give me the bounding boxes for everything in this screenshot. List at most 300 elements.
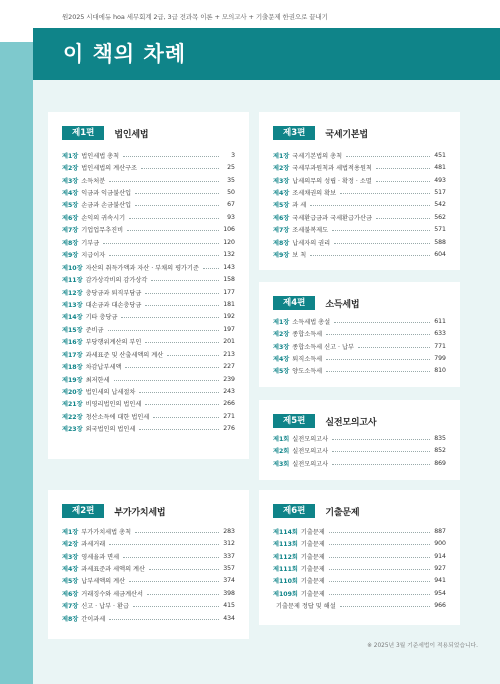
toc-entry bbox=[62, 562, 235, 574]
dot-leader bbox=[108, 330, 219, 331]
chapter-number: 제4장 bbox=[273, 356, 290, 364]
chapter-title: 소득세법 총설 bbox=[292, 318, 331, 326]
part-title: 실전모의고사 bbox=[325, 417, 377, 428]
chapter-title: 기출문제 bbox=[300, 578, 325, 586]
toc-entry bbox=[62, 311, 235, 323]
toc-card-part-6 bbox=[259, 490, 460, 625]
toc-entry bbox=[62, 612, 235, 624]
chapter-number: 제6장 bbox=[273, 214, 290, 222]
chapter-title: 과세표준 및 산출세액의 계산 bbox=[85, 351, 164, 359]
page-number: 312 bbox=[223, 540, 235, 548]
chapter-title: 감가상각비의 감가상각 bbox=[85, 277, 148, 285]
toc-panel bbox=[33, 80, 500, 684]
part-number-badge: 제5편 bbox=[273, 414, 315, 428]
chapter-number: 제11장 bbox=[62, 277, 83, 285]
part-header bbox=[62, 504, 165, 518]
dot-leader bbox=[145, 293, 219, 294]
part-number-badge: 제4편 bbox=[273, 296, 315, 310]
page-number: 35 bbox=[227, 176, 235, 184]
chapter-number: 제1장 bbox=[62, 152, 79, 160]
chapter-number: 제15장 bbox=[62, 326, 83, 334]
dot-leader bbox=[133, 606, 219, 607]
toc-entry bbox=[273, 537, 446, 549]
chapter-title: 양도소득세 bbox=[292, 368, 323, 376]
chapter-title: 손금과 손금불산입 bbox=[81, 202, 132, 210]
page-number: 271 bbox=[223, 412, 235, 420]
page-number: 106 bbox=[223, 226, 235, 234]
toc-entry bbox=[273, 587, 446, 599]
toc-list bbox=[273, 525, 446, 612]
toc-entry bbox=[62, 261, 235, 273]
page-number: 869 bbox=[434, 459, 446, 467]
part-number-badge: 제3편 bbox=[273, 126, 315, 140]
page-number: 810 bbox=[434, 367, 446, 375]
toc-entry bbox=[62, 211, 235, 223]
toc-entry bbox=[273, 340, 446, 352]
chapter-number: 제20장 bbox=[62, 389, 83, 397]
toc-entry bbox=[273, 186, 446, 198]
chapter-title: 과세표준과 세액의 계산 bbox=[81, 566, 145, 574]
dot-leader bbox=[332, 451, 430, 452]
part-header bbox=[273, 126, 368, 140]
toc-list bbox=[273, 432, 446, 469]
chapter-title: 간이과세 bbox=[81, 615, 106, 623]
toc-entry bbox=[62, 348, 235, 360]
chapter-number: 제3장 bbox=[273, 177, 290, 185]
chapter-title: 차감납부세액 bbox=[85, 364, 122, 372]
page-number: 192 bbox=[223, 313, 235, 321]
toc-card-part-4 bbox=[259, 282, 460, 387]
part-number-badge: 제2편 bbox=[62, 504, 104, 518]
page-number: 158 bbox=[223, 276, 235, 284]
toc-entry bbox=[62, 410, 235, 422]
page-number: 337 bbox=[223, 552, 235, 560]
toc-entry bbox=[62, 174, 235, 186]
toc-entry bbox=[273, 199, 446, 211]
page-number: 197 bbox=[223, 325, 235, 333]
dot-leader bbox=[129, 218, 219, 219]
chapter-number: 제3장 bbox=[273, 343, 290, 351]
chapter-title: 청산소득에 대한 법인세 bbox=[85, 413, 150, 421]
chapter-number: 제8장 bbox=[62, 615, 79, 623]
chapter-number: 제2장 bbox=[62, 165, 79, 173]
dot-leader bbox=[109, 544, 219, 545]
toc-entry bbox=[62, 149, 235, 161]
chapter-title: 자산의 취득가액과 자산 · 부채의 평가기준 bbox=[85, 264, 199, 272]
dot-leader bbox=[329, 532, 430, 533]
part-title: 부가가치세법 bbox=[114, 507, 166, 518]
chapter-title: 기출문제 bbox=[300, 541, 325, 549]
chapter-title: 손익의 귀속시기 bbox=[81, 214, 126, 222]
page-number: 481 bbox=[434, 164, 446, 172]
dot-leader bbox=[145, 342, 219, 343]
dot-leader bbox=[125, 367, 219, 368]
chapter-title: 기출문제 bbox=[300, 528, 325, 536]
dot-leader bbox=[114, 380, 220, 381]
toc-entry bbox=[62, 186, 235, 198]
part-header bbox=[62, 126, 148, 140]
toc-entry bbox=[62, 323, 235, 335]
dot-leader bbox=[376, 181, 430, 182]
page-number: 604 bbox=[434, 251, 446, 259]
dot-leader bbox=[145, 404, 219, 405]
chapter-title: 법인세법 총칙 bbox=[81, 152, 120, 160]
chapter-number: 제22장 bbox=[62, 413, 83, 421]
chapter-number: 제113회 bbox=[273, 541, 298, 549]
chapter-number: 제3회 bbox=[273, 460, 290, 468]
chapter-number: 제1장 bbox=[273, 152, 290, 160]
page-number: 213 bbox=[223, 350, 235, 358]
dot-leader bbox=[127, 230, 219, 231]
part-title: 국세기본법 bbox=[325, 129, 368, 140]
chapter-number: 제7장 bbox=[62, 227, 79, 235]
chapter-title: 기타 충당금 bbox=[85, 314, 118, 322]
page-number: 266 bbox=[223, 400, 235, 408]
page-number: 887 bbox=[434, 527, 446, 535]
chapter-title: 보 칙 bbox=[292, 252, 307, 260]
chapter-title: 익금과 익금불산입 bbox=[81, 190, 132, 198]
chapter-number: 제9장 bbox=[62, 252, 79, 260]
chapter-title: 납부세액의 계산 bbox=[81, 578, 126, 586]
part-header bbox=[273, 414, 376, 428]
chapter-number: 제109회 bbox=[273, 590, 298, 598]
toc-list bbox=[62, 149, 235, 435]
chapter-title: 퇴직소득세 bbox=[292, 356, 323, 364]
page-number: 143 bbox=[223, 263, 235, 271]
chapter-title: 과세거래 bbox=[81, 541, 106, 549]
chapter-number: 제114회 bbox=[273, 528, 298, 536]
page-number: 67 bbox=[227, 201, 235, 209]
toc-entry bbox=[62, 236, 235, 248]
chapter-number: 제2회 bbox=[273, 448, 290, 456]
page-number: 181 bbox=[223, 300, 235, 308]
dot-leader bbox=[203, 268, 219, 269]
chapter-number: 제5장 bbox=[273, 202, 290, 210]
toc-entry bbox=[62, 298, 235, 310]
chapter-title: 납세자의 권리 bbox=[292, 239, 331, 247]
dot-leader bbox=[376, 218, 430, 219]
toc-card-part-3 bbox=[259, 112, 460, 270]
toc-entry bbox=[273, 161, 446, 173]
page-number: 966 bbox=[434, 602, 446, 610]
chapter-number: 제6장 bbox=[62, 590, 79, 598]
chapter-title: 기출문제 bbox=[300, 553, 325, 561]
dot-leader bbox=[129, 581, 219, 582]
toc-entry bbox=[62, 575, 235, 587]
page-number: 900 bbox=[434, 540, 446, 548]
chapter-number: 제8장 bbox=[62, 239, 79, 247]
page-number: 941 bbox=[434, 577, 446, 585]
toc-entry bbox=[273, 327, 446, 339]
chapter-title: 납세의무의 성립 · 확정 · 소멸 bbox=[292, 177, 372, 185]
page-number: 201 bbox=[223, 338, 235, 346]
toc-entry bbox=[273, 525, 446, 537]
chapter-title: 외국법인의 법인세 bbox=[85, 426, 136, 434]
page-number: 243 bbox=[223, 388, 235, 396]
page-number: 835 bbox=[434, 434, 446, 442]
toc-entry bbox=[62, 398, 235, 410]
dot-leader bbox=[329, 544, 430, 545]
chapter-title: 조세채권의 확보 bbox=[292, 190, 337, 198]
chapter-number: 제4장 bbox=[273, 190, 290, 198]
toc-list bbox=[62, 525, 235, 625]
dot-leader bbox=[135, 205, 219, 206]
page-number: 3 bbox=[231, 151, 235, 159]
toc-entry bbox=[273, 149, 446, 161]
dot-leader bbox=[109, 255, 219, 256]
chapter-title: 신고 · 납부 · 환급 bbox=[81, 603, 129, 611]
chapter-title: 영세율과 면세 bbox=[81, 553, 120, 561]
toc-entry bbox=[273, 236, 446, 248]
chapter-number: 제1회 bbox=[273, 435, 290, 443]
chapter-number: 제112회 bbox=[273, 553, 298, 561]
page-number: 927 bbox=[434, 565, 446, 573]
chapter-number: 제8장 bbox=[273, 239, 290, 247]
toc-entry bbox=[273, 352, 446, 364]
chapter-number: 제3장 bbox=[62, 553, 79, 561]
chapter-number: 제6장 bbox=[62, 214, 79, 222]
chapter-title: 거래징수와 세금계산서 bbox=[81, 590, 144, 598]
chapter-number: 제23장 bbox=[62, 426, 83, 434]
part-title: 법인세법 bbox=[114, 129, 149, 140]
chapter-title: 최저한세 bbox=[85, 376, 110, 384]
chapter-number: 제3장 bbox=[62, 177, 79, 185]
dot-leader bbox=[141, 168, 219, 169]
page-number: 633 bbox=[434, 330, 446, 338]
toc-entry bbox=[62, 161, 235, 173]
page-number: 177 bbox=[223, 288, 235, 296]
chapter-number: 제16장 bbox=[62, 339, 83, 347]
dot-leader bbox=[121, 317, 219, 318]
part-header bbox=[273, 504, 359, 518]
chapter-title: 기출문제 bbox=[300, 566, 325, 574]
dot-leader bbox=[332, 464, 430, 465]
dot-leader bbox=[358, 347, 430, 348]
page-number: 914 bbox=[434, 552, 446, 560]
toc-entry bbox=[62, 373, 235, 385]
chapter-title: 기출문제 정답 및 해설 bbox=[276, 603, 336, 611]
chapter-number: 제13장 bbox=[62, 301, 83, 309]
toc-entry bbox=[62, 423, 235, 435]
chapter-title: 법인세법의 계산구조 bbox=[81, 165, 138, 173]
toc-entry bbox=[273, 600, 446, 612]
dot-leader bbox=[123, 156, 219, 157]
page-number: 852 bbox=[434, 447, 446, 455]
toc-entry bbox=[273, 211, 446, 223]
chapter-title: 조세불복제도 bbox=[292, 227, 329, 235]
toc-entry bbox=[62, 537, 235, 549]
chapter-number: 제14장 bbox=[62, 314, 83, 322]
page-number: 357 bbox=[223, 565, 235, 573]
chapter-number: 제5장 bbox=[62, 202, 79, 210]
chapter-title: 기출문제 bbox=[300, 590, 325, 598]
page-title: 이 책의 차례 bbox=[63, 42, 187, 66]
toc-entry bbox=[62, 360, 235, 372]
page-number: 542 bbox=[434, 201, 446, 209]
chapter-title: 부당행위계산의 부인 bbox=[85, 339, 142, 347]
page-number: 434 bbox=[223, 614, 235, 622]
page-number: 227 bbox=[223, 363, 235, 371]
dot-leader bbox=[340, 606, 430, 607]
dot-leader bbox=[329, 594, 430, 595]
toc-card-part-1 bbox=[48, 112, 249, 459]
dot-leader bbox=[334, 243, 430, 244]
chapter-title: 기업업무추진비 bbox=[81, 227, 124, 235]
toc-entry bbox=[62, 600, 235, 612]
part-number-badge: 제1편 bbox=[62, 126, 104, 140]
page-number: 239 bbox=[223, 375, 235, 383]
dot-leader bbox=[326, 359, 430, 360]
chapter-number: 제12장 bbox=[62, 289, 83, 297]
chapter-title: 부가가치세법 총칙 bbox=[81, 528, 132, 536]
chapter-title: 충당금과 퇴직부담금 bbox=[85, 289, 142, 297]
dot-leader bbox=[145, 305, 219, 306]
chapter-number: 제10장 bbox=[62, 264, 83, 272]
chapter-number: 제7장 bbox=[62, 603, 79, 611]
page-number: 571 bbox=[434, 226, 446, 234]
left-color-strip bbox=[0, 42, 33, 684]
dot-leader bbox=[346, 156, 430, 157]
page-number: 611 bbox=[434, 317, 446, 325]
page-number: 276 bbox=[223, 425, 235, 433]
page-number: 120 bbox=[223, 238, 235, 246]
chapter-number: 제2장 bbox=[273, 331, 290, 339]
toc-entry bbox=[62, 249, 235, 261]
chapter-number: 제110회 bbox=[273, 578, 298, 586]
page-number: 374 bbox=[223, 577, 235, 585]
dot-leader bbox=[139, 392, 219, 393]
part-header bbox=[273, 296, 359, 310]
toc-entry bbox=[62, 385, 235, 397]
toc-entry bbox=[273, 224, 446, 236]
dot-leader bbox=[310, 255, 430, 256]
toc-card-part-5 bbox=[259, 400, 460, 480]
dot-leader bbox=[109, 619, 219, 620]
toc-entry bbox=[273, 432, 446, 444]
toc-card-part-2 bbox=[48, 490, 249, 639]
chapter-title: 대손금과 대손충당금 bbox=[85, 301, 142, 309]
running-header-text: 원2025 시대에듀 hoa 세무회계 2급, 3급 전과목 이론 + 모의고사 + 기출문제 한권으로 끝내기 bbox=[62, 13, 328, 21]
dot-leader bbox=[329, 581, 430, 582]
page-number: 799 bbox=[434, 355, 446, 363]
dot-leader bbox=[135, 193, 219, 194]
footnote: ※ 2025년 3월 기준세법이 적용되었습니다. bbox=[367, 643, 478, 649]
chapter-title: 국세부과원칙과 세법적용원칙 bbox=[292, 165, 372, 173]
chapter-number: 제1장 bbox=[273, 318, 290, 326]
page-number: 562 bbox=[434, 213, 446, 221]
dot-leader bbox=[147, 594, 219, 595]
toc-entry bbox=[273, 174, 446, 186]
chapter-number: 제17장 bbox=[62, 351, 83, 359]
dot-leader bbox=[376, 168, 430, 169]
chapter-title: 지급이자 bbox=[81, 252, 106, 260]
chapter-title: 준비금 bbox=[85, 326, 104, 334]
chapter-number: 제4장 bbox=[62, 190, 79, 198]
dot-leader bbox=[326, 334, 430, 335]
chapter-title: 국세기본법의 총칙 bbox=[292, 152, 343, 160]
chapter-title: 법인세의 납세절차 bbox=[85, 389, 136, 397]
chapter-title: 과 세 bbox=[292, 202, 307, 210]
page-number: 493 bbox=[434, 176, 446, 184]
toc-entry bbox=[62, 587, 235, 599]
part-number-badge: 제6편 bbox=[273, 504, 315, 518]
toc-entry bbox=[62, 525, 235, 537]
page-number: 415 bbox=[223, 602, 235, 610]
chapter-title: 실전모의고사 bbox=[292, 460, 329, 468]
page-number: 398 bbox=[223, 589, 235, 597]
chapter-number: 제2장 bbox=[273, 165, 290, 173]
page-number: 93 bbox=[227, 213, 235, 221]
dot-leader bbox=[167, 355, 219, 356]
chapter-number: 제1장 bbox=[62, 528, 79, 536]
toc-list bbox=[273, 149, 446, 261]
dot-leader bbox=[153, 417, 219, 418]
toc-entry bbox=[62, 286, 235, 298]
dot-leader bbox=[326, 371, 430, 372]
dot-leader bbox=[310, 205, 430, 206]
title-banner bbox=[33, 28, 500, 80]
toc-entry bbox=[62, 550, 235, 562]
page-number: 25 bbox=[227, 164, 235, 172]
toc-entry bbox=[273, 562, 446, 574]
chapter-number: 제18장 bbox=[62, 364, 83, 372]
chapter-title: 종합소득세 신고 · 납부 bbox=[292, 343, 354, 351]
page-number: 588 bbox=[434, 238, 446, 246]
chapter-title: 종합소득세 bbox=[292, 331, 323, 339]
chapter-number: 제5장 bbox=[62, 578, 79, 586]
chapter-title: 소득처분 bbox=[81, 177, 106, 185]
dot-leader bbox=[149, 569, 219, 570]
part-title: 소득세법 bbox=[325, 299, 360, 310]
chapter-title: 실전모의고사 bbox=[292, 448, 329, 456]
toc-entry bbox=[273, 550, 446, 562]
toc-list bbox=[273, 315, 446, 377]
chapter-number: 제7장 bbox=[273, 227, 290, 235]
part-title: 기출문제 bbox=[325, 507, 360, 518]
toc-entry bbox=[273, 315, 446, 327]
dot-leader bbox=[135, 532, 219, 533]
chapter-number: 제2장 bbox=[62, 541, 79, 549]
chapter-title: 국세환급금과 국세환급가산금 bbox=[292, 214, 372, 222]
dot-leader bbox=[151, 280, 219, 281]
chapter-title: 기부금 bbox=[81, 239, 100, 247]
chapter-number: 제19장 bbox=[62, 376, 83, 384]
toc-entry bbox=[62, 273, 235, 285]
page-number: 50 bbox=[227, 189, 235, 197]
toc-entry bbox=[273, 365, 446, 377]
chapter-number: 제4장 bbox=[62, 566, 79, 574]
toc-entry bbox=[273, 575, 446, 587]
chapter-number: 제5장 bbox=[273, 368, 290, 376]
toc-entry bbox=[62, 336, 235, 348]
dot-leader bbox=[332, 439, 430, 440]
dot-leader bbox=[103, 243, 219, 244]
toc-entry bbox=[62, 224, 235, 236]
page-number: 954 bbox=[434, 589, 446, 597]
page-number: 283 bbox=[223, 527, 235, 535]
dot-leader bbox=[332, 230, 430, 231]
dot-leader bbox=[329, 557, 430, 558]
chapter-title: 비영리법인의 법인세 bbox=[85, 401, 142, 409]
toc-entry bbox=[273, 457, 446, 469]
chapter-title: 실전모의고사 bbox=[292, 435, 329, 443]
page-number: 132 bbox=[223, 251, 235, 259]
dot-leader bbox=[123, 557, 219, 558]
chapter-number: 제9장 bbox=[273, 252, 290, 260]
chapter-number: 제21장 bbox=[62, 401, 83, 409]
page-number: 451 bbox=[434, 151, 446, 159]
dot-leader bbox=[340, 193, 430, 194]
